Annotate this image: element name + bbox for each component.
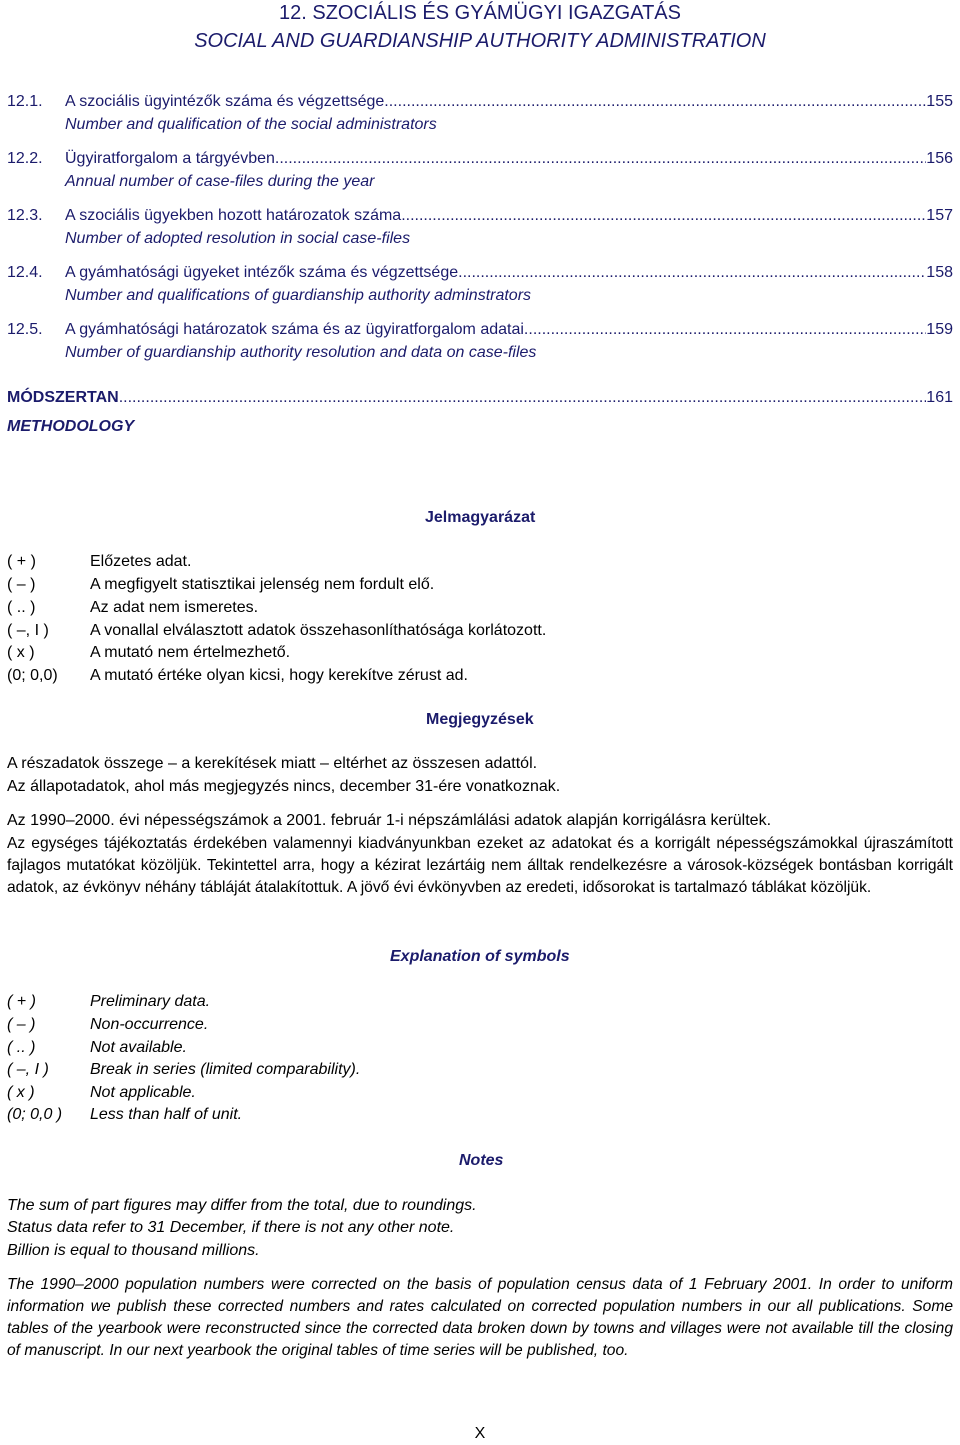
toc-title: A gyámhatósági ügyeket intézők száma és végzettsége (65, 264, 459, 281)
toc-page: 155 (926, 93, 953, 110)
notes-heading: Megjegyzések (426, 711, 534, 728)
toc-entry-link[interactable] (65, 205, 953, 227)
toc-page: 158 (926, 264, 953, 281)
legend-symbol: ( .. ) (7, 1039, 36, 1056)
notes-heading-en: Notes (459, 1152, 504, 1169)
toc-num: 12.2. (7, 150, 43, 167)
note-paragraph: Az állapotadatok, ahol más megjegyzés nincs, december 31-ére vonatkoznak. (7, 778, 561, 795)
toc-entry-link[interactable] (65, 148, 953, 170)
toc-title-en: Annual number of case-files during the year (65, 173, 375, 190)
toc-entry-link[interactable] (65, 91, 953, 113)
toc-leader (384, 91, 926, 113)
toc-title-en: Number and qualification of the social administrators (65, 116, 437, 133)
toc-num: 12.5. (7, 321, 43, 338)
legend-description: A mutató értéke olyan kicsi, hogy kerekítve zérust ad. (90, 667, 468, 684)
legend-description: A megfigyelt statisztikai jelenség nem fordult elő. (90, 576, 435, 593)
toc-page: 156 (926, 150, 953, 167)
page-subtitle: SOCIAL AND GUARDIANSHIP AUTHORITY ADMINISTRATION (194, 30, 766, 52)
toc-leader (401, 205, 926, 227)
toc-title: A szociális ügyekben hozott határozatok száma (65, 207, 402, 224)
legend-heading: Jelmagyarázat (425, 509, 536, 526)
legend-description: Break in series (limited comparability). (90, 1061, 361, 1078)
note-paragraph: A részadatok összege – a kerekítések miatt – eltérhet az összesen adattól. (7, 755, 538, 772)
legend-description: A mutató nem értelmezhető. (90, 644, 291, 661)
toc-num: 12.1. (7, 93, 43, 110)
note-paragraph: Az egységes tájékoztatás érdekében valamennyi kiadványunkban ezeket az adatokat és a korrigált népességszámokkal újraszámított fajlagos mutatókat közöljük. Tekintettel arra, hogy a kézirat lezártáig nem álltak rendelkezésre a városok-községek bontásban korrigált adatok, az évkönyv néhány tábláját átalakítottuk. A jövő évi évkönyvben az eredeti, idősorokat is tartalmazó táblákat közöljük. (7, 835, 953, 896)
legend-symbol: ( x ) (7, 1084, 35, 1101)
toc-entry-link[interactable] (65, 319, 953, 341)
note-paragraph: Az 1990–2000. évi népességszámok a 2001. február 1-i népszámlálási adatok alapján korrigálásra kerültek. (7, 812, 772, 829)
toc-title-en: Number and qualifications of guardianship authority adminstrators (65, 287, 532, 304)
toc-title-en: METHODOLOGY (7, 418, 135, 435)
legend-description: Előzetes adat. (90, 553, 192, 570)
legend-description: Preliminary data. (90, 993, 211, 1010)
legend-symbol: (0; 0,0) (7, 667, 58, 684)
toc-entry-link[interactable] (65, 262, 953, 284)
toc-leader (458, 262, 926, 284)
toc-title: A szociális ügyintézők száma és végzettsége (65, 93, 385, 110)
page-title: 12. SZOCIÁLIS ÉS GYÁMÜGYI IGAZGATÁS (279, 2, 681, 24)
toc-leader (119, 387, 927, 409)
legend-description: Not available. (90, 1039, 187, 1056)
legend-description: A vonallal elválasztott adatok összehasonlíthatósága korlátozott. (90, 622, 547, 639)
legend-symbol: ( + ) (7, 553, 36, 570)
toc-leader (524, 319, 926, 341)
legend-symbol: ( + ) (7, 993, 36, 1010)
toc-title: MÓDSZERTAN (7, 389, 119, 406)
toc-title-en: Number of adopted resolution in social case-files (65, 230, 411, 247)
legend-symbol: ( – ) (7, 576, 36, 593)
toc-leader (275, 148, 926, 170)
toc-title-en: Number of guardianship authority resolution and data on case-files (65, 344, 537, 361)
toc-title: Ügyiratforgalom a tárgyévben (65, 150, 275, 167)
page-number: X (474, 1425, 486, 1442)
legend-symbol: ( x ) (7, 644, 35, 661)
toc-num: 12.4. (7, 264, 43, 281)
toc-page: 159 (926, 321, 953, 338)
note-paragraph: The sum of part figures may differ from the total, due to roundings. (7, 1197, 477, 1214)
legend-symbol: ( – ) (7, 1016, 36, 1033)
toc-methodology-link[interactable] (7, 387, 953, 409)
legend-symbol: ( –, I ) (7, 1061, 49, 1078)
toc-title: A gyámhatósági határozatok száma és az ügyiratforgalom adatai (65, 321, 524, 338)
legend-symbol: ( .. ) (7, 599, 36, 616)
legend-description: Non-occurrence. (90, 1016, 209, 1033)
legend-symbol: ( –, I ) (7, 622, 49, 639)
legend-description: Not applicable. (90, 1084, 196, 1101)
legend-description: Less than half of unit. (90, 1106, 243, 1123)
toc-page: 161 (926, 389, 953, 406)
toc-page: 157 (926, 207, 953, 224)
toc-num: 12.3. (7, 207, 43, 224)
note-paragraph: Status data refer to 31 December, if there is not any other note. (7, 1219, 455, 1236)
note-paragraph: The 1990–2000 population numbers were corrected on the basis of population census data of 1 February 2001. In order to uniform information we publish these corrected numbers and rates calculated on corrected population numbers in our all publications. Some tables of the yearbook were reconstructed since the corrected data broken down by towns and villages were not available till the closing of manuscript. In our next yearbook the original tables of time series will be published, too. (7, 1276, 953, 1359)
legend-symbol: (0; 0,0 ) (7, 1106, 63, 1123)
note-paragraph: Billion is equal to thousand millions. (7, 1242, 260, 1259)
legend-heading-en: Explanation of symbols (390, 948, 570, 965)
legend-description: Az adat nem ismeretes. (90, 599, 259, 616)
